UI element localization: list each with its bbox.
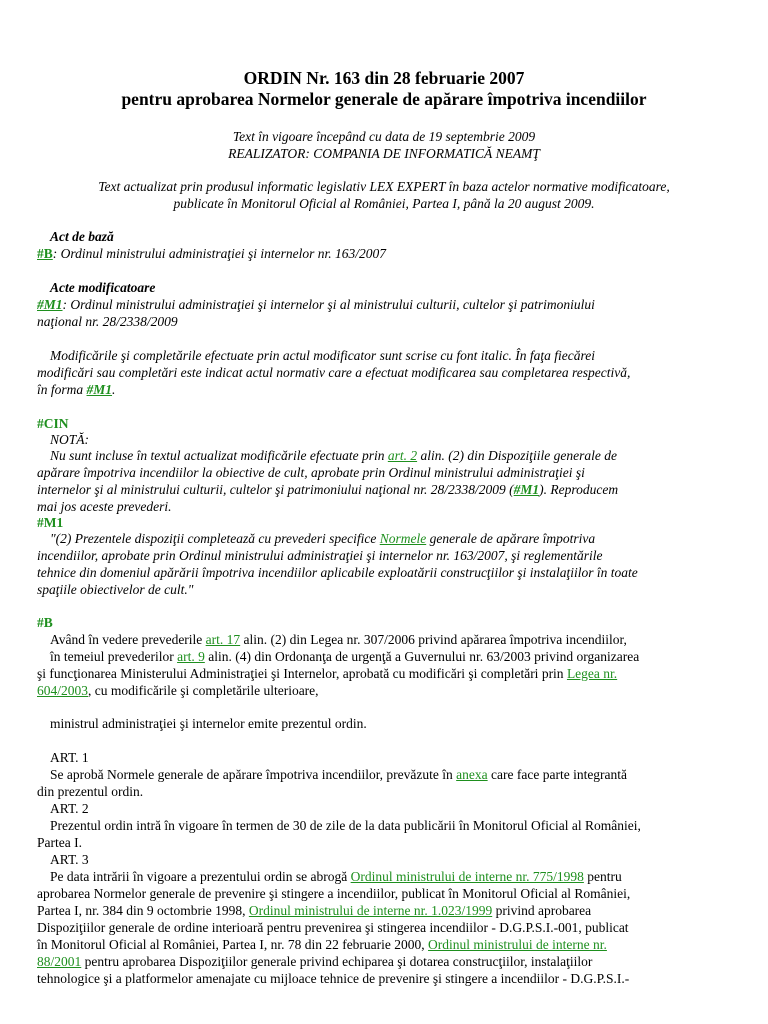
changes-line2: modificări sau completări este indicat actul normativ care a efectuat modificarea sau completarea respectivă, (37, 365, 631, 380)
preamble-line4-end: , cu modificările şi completările ulterioare, (88, 683, 319, 698)
anexa-link[interactable]: anexa (456, 767, 488, 782)
m1-line1 (37, 530, 746, 547)
note-heading: NOTĂ: (50, 432, 90, 447)
art2-line1: Prezentul ordin intră în vigoare în termen de 30 de zile de la data publicării în Monitorul Oficial al României, (50, 818, 641, 833)
amending-acts-heading: Acte modificatoare (50, 280, 156, 295)
base-act-tag[interactable]: #B (37, 246, 53, 261)
art3-line3-text: Partea I, nr. 384 din 9 octombrie 1998, (37, 903, 249, 918)
art9-link[interactable]: art. 9 (177, 649, 205, 664)
art3-line5 (37, 936, 733, 953)
art3-line3 (37, 902, 733, 919)
preamble-line4 (37, 682, 733, 699)
art1-line1-text: Se aprobă Normele generale de apărare împotriva incendiilor, prevăzute în (50, 767, 457, 782)
preamble-line2-end: alin. (4) din Ordonanţa de urgenţă a Guvernului nr. 63/2003 privind organizarea (204, 649, 640, 664)
changes-m1-tag[interactable]: #M1 (86, 382, 113, 397)
producer-note: REALIZATOR: COMPANIA DE INFORMATICĂ NEAMŢ (228, 146, 540, 161)
art3-line1-text: Pe data intrării în vigoare a prezentului ordin se abrogă (50, 869, 351, 884)
art1-line2: din prezentul ordin. (37, 784, 144, 799)
order-title: ORDIN Nr. 163 din 28 februarie 2007 (243, 68, 525, 88)
art3-line7: tehnologice şi a platformelor amenajate cu mijloace tehnice de prevenire şi stingere a incendiilor - D.G.P.S.I.- (37, 971, 630, 986)
art17-link[interactable]: art. 17 (205, 632, 241, 647)
base-act-heading: Act de bază (50, 229, 114, 244)
art3-line1 (37, 868, 746, 885)
preamble-line2-text: în temeiul prevederilor (50, 649, 178, 664)
note-line4: mai jos aceste prevederi. (37, 499, 172, 514)
amending-act-tag[interactable]: #M1 (37, 297, 63, 312)
note-line1-end: alin. (2) din Dispoziţiile generale de (417, 448, 617, 463)
art3-heading: ART. 3 (50, 852, 89, 867)
order-subtitle: pentru aprobarea Normelor generale de apărare împotriva incendiilor (121, 89, 647, 109)
ordin-1023-link[interactable]: Ordinul ministrului de interne nr. 1.023/1999 (248, 903, 493, 918)
m1-line1-text: "(2) Prezentele dispoziţii completează cu prevederi specifice (50, 531, 380, 546)
in-force-note: Text în vigoare începând cu data de 19 septembrie 2009 (232, 129, 536, 144)
changes-line3 (37, 381, 733, 398)
art3-line6-end: pentru aprobarea Dispoziţiilor generale privind echiparea şi dotarea construcţiilor, instalaţiilor (81, 954, 593, 969)
updated-note-line2: publicate în Monitorul Oficial al României, Partea I, până la 20 august 2009. (173, 196, 595, 211)
base-act-text: : Ordinul ministrului administraţiei şi internelor nr. 163/2007 (52, 246, 387, 261)
minister-line: ministrul administraţiei şi internelor emite prezentul ordin. (50, 716, 367, 731)
m1-tag (37, 514, 733, 531)
note-art2-link[interactable]: art. 2 (387, 448, 418, 463)
cin-tag (37, 415, 733, 432)
amending-act-text: : Ordinul ministrului administraţiei şi internelor şi al ministrului culturii, cultelor şi patrimoniului (62, 297, 595, 312)
b-tag (37, 614, 733, 631)
note-line2: apărare împotriva incendiilor la obiective de cult, aprobate prin Ordinul ministrului administraţiei şi (37, 465, 585, 480)
ordin-88-link-cont[interactable]: 88/2001 (37, 954, 82, 969)
amending-act-line1 (37, 296, 733, 313)
m1-line2: incendiilor, aprobate prin Ordinul ministrului administraţiei şi internelor nr. 163/2007, şi reglementările (37, 548, 603, 563)
note-line3-text: internelor şi al ministrului culturii, cultelor şi patrimoniului naţional nr. 28/2338/2009 ( (37, 482, 514, 497)
art1-line1 (37, 766, 746, 783)
amending-act-line2: naţional nr. 28/2338/2009 (37, 314, 178, 329)
art3-line2: aprobarea Normelor generale de prevenire şi stingere a incendiilor, publicat în Monitorul Oficial al României, (37, 886, 631, 901)
art3-line1-end: pentru (583, 869, 622, 884)
preamble-line3-text: şi funcţionarea Ministerului Administraţiei şi Internelor, aprobată cu modificări şi completări prin (37, 666, 567, 681)
lege-604-link-cont[interactable]: 604/2003 (37, 683, 89, 698)
art3-line4: Dispoziţiilor generale de ordine interioară pentru prevenirea şi stingerea incendiilor - D.G.P.S.I.-001, publicat (37, 920, 629, 935)
preamble-line2 (37, 648, 746, 665)
changes-line3-end: . (112, 382, 116, 397)
note-line3 (37, 481, 733, 498)
note-line1 (37, 447, 746, 464)
art3-line6 (37, 953, 733, 970)
m1-line1-end: generale de apărare împotriva (426, 531, 596, 546)
changes-line1: Modificările şi completările efectuate prin actul modificator sunt scrise cu font italic. În faţa fiecărei (50, 348, 596, 363)
m1-line3: tehnice din domeniul apărării împotriva incendiilor aplicabile exploatării construcţiilor şi instalaţiilor în toate (37, 565, 638, 580)
m1-normele-link[interactable]: Normele (379, 531, 427, 546)
updated-note-line1: Text actualizat prin produsul informatic legislativ LEX EXPERT în baza actelor normative modificatoare, (98, 179, 670, 194)
art3-line3-end: privind aprobarea (492, 903, 592, 918)
note-m1-tag[interactable]: #M1 (513, 482, 540, 497)
preamble-line1-text: Având în vedere prevederile (50, 632, 206, 647)
cin-tag-label: #CIN (37, 416, 69, 431)
preamble-line3 (37, 665, 733, 682)
art1-line1-end: care face parte integrantă (487, 767, 628, 782)
changes-line3-text: în forma (37, 382, 87, 397)
art1-heading: ART. 1 (50, 750, 89, 765)
m1-line4: spaţiile obiectivelor de cult." (37, 582, 194, 597)
note-line3-end: ). Reproducem (539, 482, 619, 497)
m1-tag-label: #M1 (37, 515, 64, 530)
preamble-line1-end: alin. (2) din Legea nr. 307/2006 privind apărarea împotriva incendiilor, (240, 632, 627, 647)
base-act-line (37, 245, 733, 262)
art2-line2: Partea I. (37, 835, 82, 850)
art3-line5-text: în Monitorul Oficial al României, Partea I, nr. 78 din 22 februarie 2000, (37, 937, 429, 952)
note-line1-text: Nu sunt incluse în textul actualizat modificările efectuate prin (50, 448, 388, 463)
b-tag-label: #B (37, 615, 53, 630)
ordin-775-link[interactable]: Ordinul ministrului de interne nr. 775/1998 (350, 869, 584, 884)
lege-604-link[interactable]: Legea nr. (566, 666, 618, 681)
ordin-88-link[interactable]: Ordinul ministrului de interne nr. (428, 937, 607, 952)
art2-heading: ART. 2 (50, 801, 89, 816)
preamble-line1 (37, 631, 746, 648)
